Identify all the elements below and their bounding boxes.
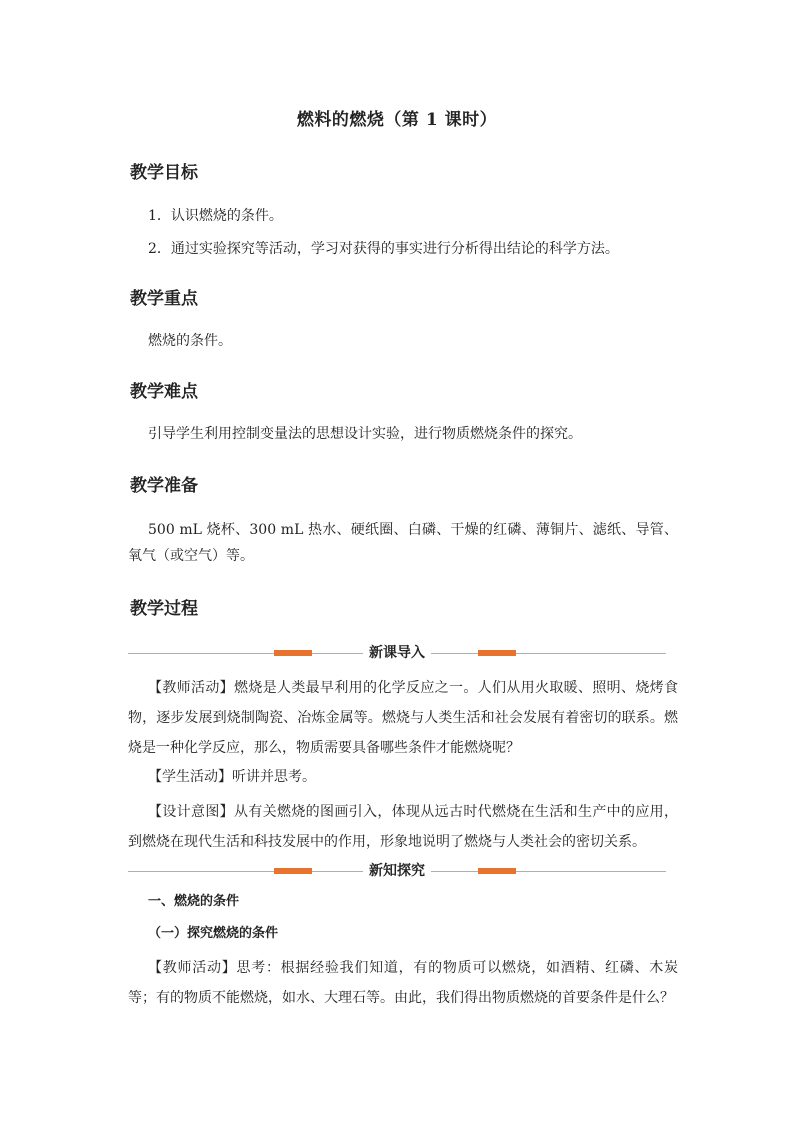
section-heading-objectives: 教学目标	[128, 162, 202, 184]
difficulties-text: 引导学生利用控制变量法的思想设计实验，进行物质燃烧条件的探究。	[148, 426, 582, 442]
divider-label: 新课导入	[128, 643, 666, 663]
objective-item-1: 1．认识燃烧的条件。	[148, 208, 283, 224]
section-heading-process: 教学过程	[128, 598, 202, 620]
subheading-combustion-conditions: 一、燃烧的条件	[148, 894, 240, 909]
preparation-text: 500 mL 烧杯、300 mL 热水、硬纸圈、白磷、干燥的红磷、薄铜片、滤纸、导管、氧气（或空气）等。	[128, 522, 678, 564]
subheading-explore-conditions: （一）探究燃烧的条件	[148, 926, 279, 941]
section-heading-preparation: 教学准备	[128, 475, 202, 497]
explore-teacher-activity: 【教师活动】思考：根据经验我们知道，有的物质可以燃烧，如酒精、红磷、木炭等；有的物质不能燃烧，如水、大理石等。由此，我们得出物质燃烧的首要条件是什么？	[128, 960, 678, 1006]
intro-teacher-activity: 【教师活动】燃烧是人类最早利用的化学反应之一。人们从用火取暖、照明、烧烤食物，逐步发展到烧制陶瓷、冶炼金属等。燃烧与人类生活和社会发展有着密切的联系。燃烧是一种化学反应，那么，物质需要具备哪些条件才能燃烧呢？	[128, 680, 678, 756]
divider-lesson-intro	[128, 643, 666, 663]
divider-new-knowledge	[128, 861, 666, 881]
key-points-text: 燃烧的条件。	[148, 333, 232, 349]
intro-design-intent: 【设计意图】从有关燃烧的图画引入，体现从远古时代燃烧在生活和生产中的应用，到燃烧在现代生活和科技发展中的作用，形象地说明了燃烧与人类社会的密切关系。	[128, 804, 678, 850]
page-title: 燃料的燃烧（第 1 课时）	[296, 110, 498, 130]
intro-student-activity: 【学生活动】听讲并思考。	[148, 769, 316, 785]
objective-item-2: 2．通过实验探究等活动，学习对获得的事实进行分析得出结论的科学方法。	[148, 241, 619, 257]
section-heading-key-points: 教学重点	[128, 288, 202, 310]
divider-label: 新知探究	[128, 861, 666, 881]
section-heading-difficulties: 教学难点	[128, 381, 202, 403]
